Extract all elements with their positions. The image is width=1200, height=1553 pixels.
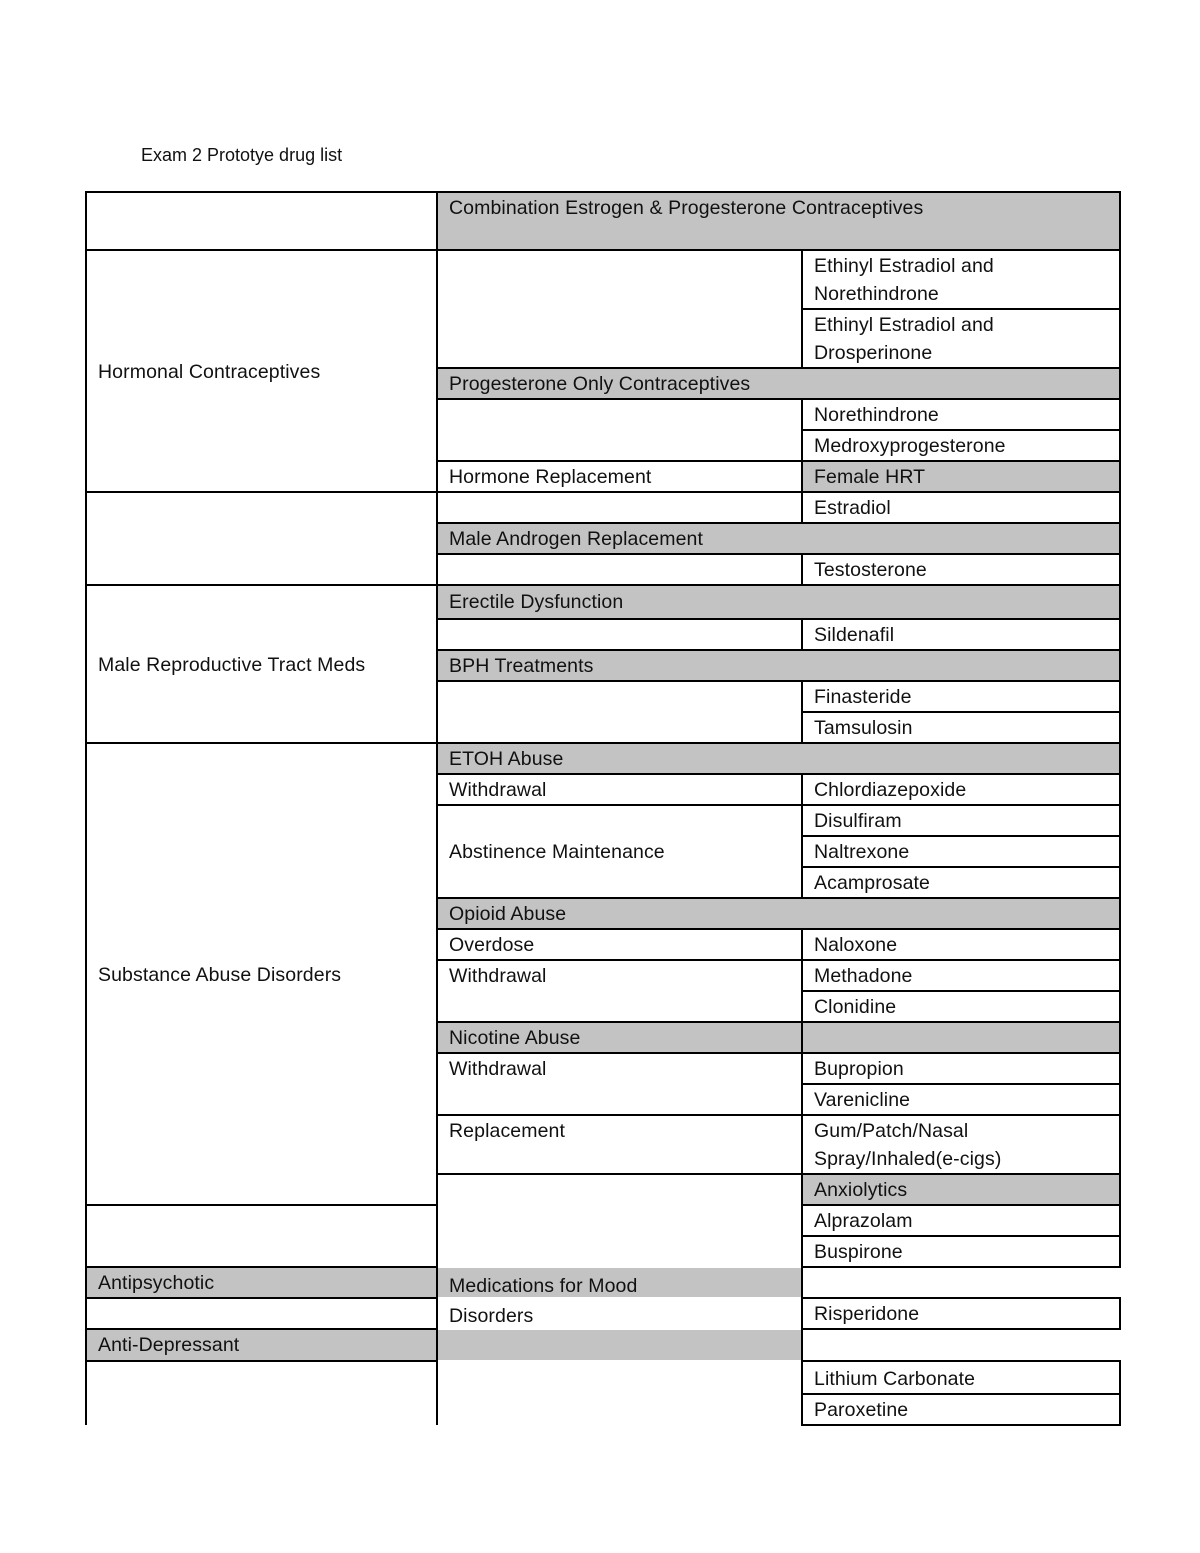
indication-cell: Withdrawal bbox=[437, 1053, 802, 1115]
drug-list-table bbox=[85, 191, 1121, 1426]
subcategory-header-combination: Combination Estrogen & Progesterone Contraceptives bbox=[437, 192, 1120, 250]
drug-cell: Naloxone bbox=[802, 929, 1120, 960]
subcategory-header-bph: BPH Treatments bbox=[437, 650, 1120, 681]
drug-cell: Norethindrone bbox=[802, 399, 1120, 430]
drug-cell: Clonidine bbox=[802, 991, 1120, 1022]
drug-cell: Medroxyprogesterone bbox=[802, 430, 1120, 461]
category-mood-disorders: Medications for Mood Disorders bbox=[437, 1174, 802, 1425]
drug-cell: Methadone bbox=[802, 960, 1120, 991]
subcategory-header-antipsychotic: Antipsychotic bbox=[86, 1267, 802, 1298]
indication-cell: Abstinence Maintenance bbox=[437, 805, 802, 898]
table-row bbox=[86, 250, 1120, 309]
subcategory-header-erectile-dysfunction: Erectile Dysfunction bbox=[437, 585, 1120, 619]
header-empty-cell bbox=[802, 1022, 1120, 1053]
subcategory-header-progesterone: Progesterone Only Contraceptives bbox=[437, 368, 1120, 399]
drug-cell: Ethinyl Estradiol and Drosperinone bbox=[802, 309, 1120, 368]
subcategory-header-male-androgen: Male Androgen Replacement bbox=[437, 523, 1120, 554]
drug-cell: Buspirone bbox=[802, 1236, 1120, 1267]
drug-cell: Bupropion bbox=[802, 1053, 1120, 1084]
drug-cell: Paroxetine bbox=[802, 1394, 1120, 1425]
indication-cell bbox=[437, 250, 802, 368]
indication-cell bbox=[86, 1298, 437, 1329]
indication-cell: Withdrawal bbox=[437, 774, 802, 805]
indication-cell bbox=[437, 681, 802, 743]
drug-cell: Gum/Patch/Nasal Spray/Inhaled(e-cigs) bbox=[802, 1115, 1120, 1174]
category-substance-abuse: Substance Abuse Disorders bbox=[86, 743, 437, 1205]
drug-cell: Estradiol bbox=[802, 492, 1120, 523]
category-cell-spacer bbox=[86, 192, 437, 250]
category-hormone-replacement: Hormone Replacement bbox=[437, 461, 802, 492]
subcategory-header-antidepressant: Anti-Depressant bbox=[86, 1329, 802, 1361]
subcategory-header-female-hrt: Female HRT bbox=[802, 461, 1120, 492]
category-hormonal-contraceptives: Hormonal Contraceptives bbox=[86, 250, 437, 492]
drug-cell: Varenicline bbox=[802, 1084, 1120, 1115]
drug-cell: Acamprosate bbox=[802, 867, 1120, 898]
indication-cell bbox=[437, 399, 802, 461]
table-row bbox=[86, 743, 1120, 774]
subcategory-header-opioid: Opioid Abuse bbox=[437, 898, 1120, 929]
subcategory-header-etoh: ETOH Abuse bbox=[437, 743, 1120, 774]
indication-cell bbox=[437, 492, 802, 523]
document-title: Exam 2 Prototye drug list bbox=[141, 145, 343, 165]
table-row bbox=[86, 492, 1120, 523]
drug-cell: Risperidone bbox=[802, 1298, 1120, 1329]
drug-cell: Disulfiram bbox=[802, 805, 1120, 836]
drug-cell: Ethinyl Estradiol and Norethindrone bbox=[802, 250, 1120, 309]
indication-cell bbox=[86, 1361, 437, 1425]
drug-cell: Testosterone bbox=[802, 554, 1120, 585]
table-row bbox=[86, 1329, 1120, 1361]
indication-cell bbox=[437, 554, 802, 585]
category-cell-spacer bbox=[86, 492, 437, 585]
indication-cell: Overdose bbox=[437, 929, 802, 960]
table-row bbox=[86, 585, 1120, 619]
table-row bbox=[86, 192, 1120, 250]
subcategory-header-anxiolytics: Anxiolytics bbox=[802, 1174, 1120, 1205]
indication-cell: Withdrawal bbox=[437, 960, 802, 1022]
drug-cell: Alprazolam bbox=[802, 1205, 1120, 1236]
drug-cell: Tamsulosin bbox=[802, 712, 1120, 743]
drug-cell: Naltrexone bbox=[802, 836, 1120, 867]
drug-cell: Finasteride bbox=[802, 681, 1120, 712]
category-male-reproductive: Male Reproductive Tract Meds bbox=[86, 585, 437, 743]
drug-cell: Sildenafil bbox=[802, 619, 1120, 650]
indication-cell bbox=[86, 1205, 437, 1267]
indication-cell: Replacement bbox=[437, 1115, 802, 1174]
subcategory-header-nicotine: Nicotine Abuse bbox=[437, 1022, 802, 1053]
drug-cell: Lithium Carbonate bbox=[802, 1361, 1120, 1394]
drug-cell: Chlordiazepoxide bbox=[802, 774, 1120, 805]
indication-cell bbox=[437, 619, 802, 650]
